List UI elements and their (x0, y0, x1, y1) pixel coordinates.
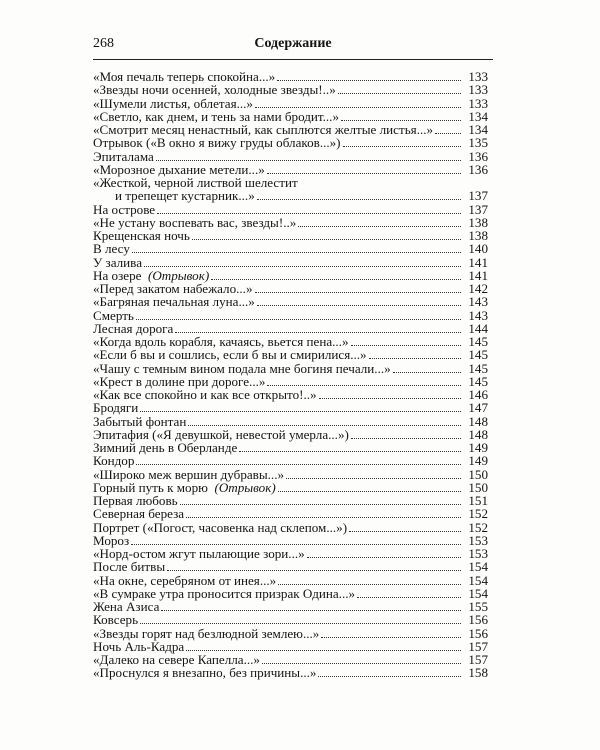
toc-entry-title (93, 401, 140, 414)
toc-entry-title (93, 110, 341, 123)
toc-entry (93, 547, 488, 560)
toc-entry-title-text: У залива (93, 254, 143, 270)
toc-entry-title-text: «Широко меж вершин дубравы...» (93, 466, 285, 482)
toc-entry (93, 295, 488, 308)
toc-entry (93, 388, 488, 401)
dot-leader (140, 623, 461, 624)
toc-entry-page-number: 140 (468, 241, 488, 257)
toc-entry-page-number: 147 (468, 400, 488, 416)
dot-leader (262, 663, 461, 664)
toc-entry-title-text: В лесу (93, 241, 130, 257)
toc-entry-title (93, 335, 351, 348)
toc-entry-page-number: 141 (468, 267, 488, 283)
toc-entry-title-text: Смерть (93, 307, 134, 323)
toc-entry-page-number: 154 (468, 572, 488, 588)
toc-entry-title (93, 256, 144, 269)
toc-entry-page-number: 145 (468, 360, 488, 376)
toc-entry-title (93, 309, 136, 322)
toc-entry (93, 83, 488, 96)
toc-entry-page-number: 146 (468, 387, 488, 402)
toc-entry-title-text: Лесная дорога (93, 320, 174, 336)
header-rule (93, 59, 493, 60)
toc-entry-page-number: 134 (468, 122, 488, 137)
toc-entry-page-number: 137 (468, 188, 488, 204)
toc-entry-title (93, 83, 338, 96)
toc-entry-title-text: Крещенская ночь (93, 228, 190, 243)
toc-entry-title (93, 269, 211, 282)
toc-entry (93, 123, 488, 136)
toc-entry-title-text: Забытый фонтан (93, 413, 187, 429)
toc-entry-title (93, 507, 186, 520)
toc-entry-title-text: На озере (93, 267, 142, 283)
toc-entry-title (93, 150, 156, 163)
toc-entry-title (93, 640, 186, 653)
toc-entry-page-number: 141 (468, 254, 488, 270)
toc-entry-title (115, 189, 257, 202)
toc-entry-page-number: 133 (468, 69, 488, 84)
toc-entry-title (93, 666, 318, 679)
toc-entry-page-number: 134 (468, 108, 488, 124)
toc-entry-page-number: 157 (468, 652, 488, 667)
toc-entry-title-text: «Чашу с темным вином подала мне богиня печали...» (93, 360, 391, 376)
toc-entry (93, 401, 488, 414)
toc-entry-page-number: 148 (468, 413, 488, 429)
toc-entry (93, 375, 488, 388)
toc-entry (93, 560, 488, 573)
toc-entry-title (93, 295, 257, 308)
toc-entry (93, 282, 488, 295)
dot-leader (318, 676, 461, 677)
toc-entry-title-text: На острове (93, 201, 156, 217)
dot-leader (157, 213, 461, 214)
toc-entry-title (93, 203, 157, 216)
toc-entry-title (93, 441, 239, 454)
dot-leader (319, 398, 461, 399)
dot-leader (144, 266, 461, 267)
toc-entry-title (93, 97, 255, 110)
toc-entry-title-text: «Светло, как днем, и тень за нами бродит...» (93, 108, 340, 124)
dot-leader (131, 544, 461, 545)
dot-leader (267, 173, 461, 174)
toc-entry-title-text: «Морозное дыхание метели...» (93, 161, 265, 177)
toc-entry-title (93, 375, 267, 388)
dot-leader (298, 226, 461, 227)
toc-entry (93, 613, 488, 626)
dot-leader (186, 517, 461, 518)
toc-entry-page-number: 145 (468, 373, 488, 389)
dot-leader (132, 252, 461, 253)
dot-leader (351, 438, 461, 439)
toc-entry-title-text: Эпитафия («Я девушкой, невестой умерла...») (93, 426, 349, 442)
toc-entry-title (93, 521, 349, 534)
toc-entry-page-number: 133 (468, 82, 488, 98)
toc-entry-title (93, 574, 278, 587)
dot-leader (211, 279, 461, 280)
toc-entry-title-text: «Не устану воспевать вас, звезды!..» (93, 214, 297, 230)
dot-leader (161, 610, 461, 611)
toc-entry-title (93, 600, 161, 613)
toc-entry-title (93, 481, 278, 494)
toc-entry (93, 494, 488, 507)
toc-entry-page-number: 136 (468, 148, 488, 164)
toc-entry-title-text: Мороз (93, 532, 130, 548)
dot-leader (435, 133, 461, 134)
toc-entry-title-text: «Перед закатом набежало...» (93, 281, 253, 296)
dot-leader (349, 531, 461, 532)
toc-entry-title-text: Ночь Аль-Кадра (93, 638, 185, 654)
toc-entry-title-text: «Шумели листья, облетая...» (93, 95, 253, 111)
toc-entry-page-number: 150 (468, 479, 488, 495)
toc-entry-title (93, 229, 192, 242)
toc-entry-title (93, 627, 321, 640)
toc-entry-title (93, 454, 136, 467)
dot-leader (307, 557, 461, 558)
toc-entry-title-text: «Моя печаль теперь спокойна...» (93, 69, 276, 84)
dot-leader (192, 239, 461, 240)
toc-entry-title (93, 653, 262, 666)
toc-entry-title (93, 415, 188, 428)
toc-entry (93, 203, 488, 216)
toc-entry (93, 150, 488, 163)
toc-entry-title-text: «Когда вдоль корабля, качаясь, вьется пена...» (93, 334, 349, 349)
toc-entry-title (93, 428, 351, 441)
dot-leader (343, 146, 461, 147)
toc-entry (93, 136, 488, 149)
toc-entry (93, 229, 488, 242)
toc-entry-title-text: Отрывок («В окно я вижу груды облаков...») (93, 135, 341, 151)
toc-entry (93, 110, 488, 123)
dot-leader (167, 570, 461, 571)
toc-entry-title-text: Бродяги (93, 400, 139, 416)
toc-entry-title (93, 560, 167, 573)
toc-entry-title-text: Зимний день в Оберланде (93, 440, 238, 455)
toc-entry-title-text: Ковсерь (93, 612, 139, 628)
toc-entry-title-text: Кондор (93, 453, 135, 469)
dot-leader (277, 80, 461, 81)
toc-entry-title-text: и трепещет кустарник...» (115, 188, 255, 204)
toc-entry-title-text: После битвы (93, 559, 166, 575)
toc-entry-title-text: Первая любовь (93, 493, 178, 508)
toc-entry-title-text: Портрет («Погост, часовенка над склепом...») (93, 519, 348, 535)
toc-entry (93, 600, 488, 613)
toc-entry-title (93, 362, 393, 375)
dot-leader (257, 199, 461, 200)
toc-entry (93, 70, 488, 83)
toc-entry-title-text: «В сумраке утра проносится призрак Одина...» (93, 585, 356, 601)
toc-entry-page-number: 156 (468, 612, 488, 628)
toc-entry-title-text: «Звезды ночи осенней, холодные звезды!..» (93, 82, 336, 98)
toc-entry (93, 269, 488, 282)
page-header (93, 36, 493, 56)
toc-entry-title (93, 534, 131, 547)
toc-entry-page-number: 138 (468, 228, 488, 243)
toc-entry-title (93, 322, 175, 335)
toc-entry-title (93, 613, 140, 626)
toc-entry (93, 481, 488, 494)
toc-entry-page-number: 152 (468, 506, 488, 522)
toc-entry-page-number: 137 (468, 201, 488, 217)
toc-entry-title (93, 242, 132, 255)
toc-entry-title-text: Северная береза (93, 506, 185, 522)
toc-entry (93, 163, 488, 176)
dot-leader (278, 584, 461, 585)
toc-entry-page-number: 133 (468, 95, 488, 111)
toc-entry (93, 640, 488, 653)
toc-entry-page-number: 143 (468, 307, 488, 323)
toc-entry-title-text: «Проснулся я внезапно, без причины...» (93, 665, 317, 681)
toc-entry-title (93, 70, 277, 83)
toc-entry-title-text: «Смотрит месяц ненастный, как сыплются желтые листья...» (93, 122, 434, 137)
toc-entry (93, 534, 488, 547)
toc-entry-page-number: 154 (468, 585, 488, 601)
toc-entry (93, 242, 488, 255)
toc-entry-page-number: 149 (468, 453, 488, 469)
toc-entry-title-text: Жена Азиса (93, 599, 160, 614)
toc-entry-page-number: 153 (468, 532, 488, 548)
toc-entry-title-text: «Звезды горят над безлюдной землею...» (93, 625, 320, 641)
dot-leader (321, 637, 461, 638)
toc-entry-page-number: 148 (468, 426, 488, 442)
toc-entry-page-number: 152 (468, 519, 488, 535)
toc-entry-page-number: 151 (468, 493, 488, 508)
toc-entry-page-number: 136 (468, 161, 488, 177)
dot-leader (257, 305, 461, 306)
toc-entry (93, 216, 488, 229)
dot-leader (255, 292, 461, 293)
running-title: Содержание (254, 36, 332, 51)
toc-entry-title-text: «Норд-остом жгут пылающие зори...» (93, 546, 305, 561)
toc-entry-page-number: 143 (468, 294, 488, 310)
dot-leader (338, 93, 461, 94)
toc-entry (93, 627, 488, 640)
toc-entry-page-number: 155 (468, 599, 488, 614)
toc-entry-title (93, 123, 435, 136)
dot-leader (239, 451, 461, 452)
toc-entry-title (93, 348, 369, 361)
toc-entry (93, 322, 488, 335)
dot-leader (156, 160, 461, 161)
toc-entry-page-number: 145 (468, 347, 488, 363)
dot-leader (278, 491, 461, 492)
toc-entry-page-number: 135 (468, 135, 488, 151)
toc-entry-title (93, 388, 319, 401)
toc-entry (93, 362, 488, 375)
toc-entry (93, 653, 488, 666)
toc-entry-title-text: «Крест в долине при дороге...» (93, 373, 266, 389)
toc-entry-page-number: 154 (468, 559, 488, 575)
toc-entry-title-text: Горный путь к морю (93, 479, 208, 495)
dot-leader (188, 425, 461, 426)
toc-entry-title (93, 282, 255, 295)
toc-entry (93, 256, 488, 269)
toc-entry-title (93, 587, 357, 600)
toc-entry-page-number: 144 (468, 320, 488, 336)
toc-entry (93, 428, 488, 441)
toc-entry (93, 309, 488, 322)
dot-leader (369, 358, 461, 359)
dot-leader (341, 120, 461, 121)
toc-entry-title-italic: (Отрывок) (214, 479, 276, 495)
dot-leader (286, 478, 461, 479)
toc-entry (93, 666, 488, 679)
toc-entry (93, 415, 488, 428)
dot-leader (180, 504, 461, 505)
toc-entry-title (93, 468, 286, 481)
toc-entry-page-number: 156 (468, 625, 488, 641)
dot-leader (267, 385, 461, 386)
toc-entry (93, 454, 488, 467)
toc-entry-page-number: 158 (468, 665, 488, 681)
toc-entry-page-number: 150 (468, 466, 488, 482)
toc-entry-title-line1: «Жесткой, черной листвой шелестит (93, 175, 298, 190)
toc-entry (93, 574, 488, 587)
toc-entry (93, 348, 488, 361)
dot-leader (136, 464, 461, 465)
toc-entry-title (93, 547, 307, 560)
toc-entry-title-text: Эпиталама (93, 148, 154, 164)
toc-entry-page-number: 153 (468, 546, 488, 561)
toc-entry (93, 335, 488, 348)
dot-leader (136, 319, 461, 320)
toc-entry-title-text: «Багряная печальная луна...» (93, 294, 255, 310)
toc-entry-page-number: 138 (468, 214, 488, 230)
dot-leader (175, 332, 461, 333)
toc-entry-title (93, 494, 180, 507)
toc-entry-page-number: 142 (468, 281, 488, 296)
toc-entry-title-italic: (Отрывок) (147, 267, 210, 283)
toc-entry-title (93, 136, 343, 149)
toc-entry (93, 468, 488, 481)
toc-entry (93, 441, 488, 454)
toc-entry (93, 507, 488, 520)
toc-entry (93, 521, 488, 534)
toc-entry-title-text: «Далеко на севере Капелла...» (93, 652, 260, 667)
dot-leader (357, 597, 461, 598)
dot-leader (140, 411, 461, 412)
toc-entry-title (93, 163, 267, 176)
toc-entry-title-text: «На окне, серебряном от инея...» (93, 572, 277, 588)
toc-entry-page-number: 145 (468, 334, 488, 349)
table-of-contents (93, 70, 488, 680)
toc-entry (93, 176, 488, 203)
page-number: 268 (93, 36, 114, 51)
toc-entry (93, 587, 488, 600)
dot-leader (186, 650, 461, 651)
toc-entry-page-number: 149 (468, 440, 488, 455)
toc-entry (93, 97, 488, 110)
toc-entry-title-text: «Если б вы и сошлись, если б вы и смирилися...» (93, 347, 367, 363)
dot-leader (255, 107, 461, 108)
dot-leader (351, 345, 461, 346)
toc-entry-title-text: «Как все спокойно и как все открыто!..» (93, 387, 317, 402)
toc-entry-title (93, 216, 298, 229)
dot-leader (393, 372, 461, 373)
toc-entry-page-number: 157 (468, 638, 488, 654)
